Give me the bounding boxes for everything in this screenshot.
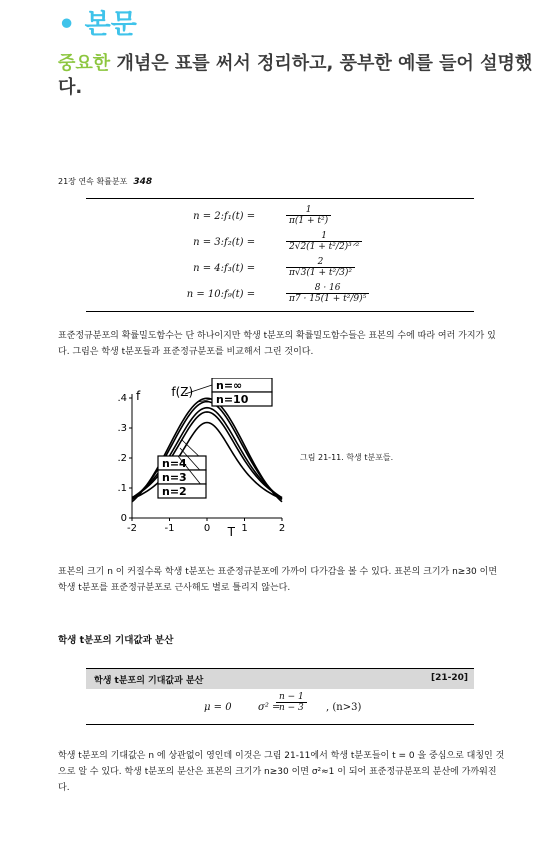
y-tick-label: 0 bbox=[120, 513, 127, 524]
series-label: n=3 bbox=[162, 471, 187, 484]
variance-numerator: n − 1 bbox=[276, 692, 307, 703]
formula-numerator: 2 bbox=[286, 257, 355, 268]
y-tick-label: .3 bbox=[117, 423, 127, 434]
formula-numerator: 8 · 16 bbox=[286, 283, 369, 294]
section-title: • 본문 bbox=[58, 9, 137, 40]
variance-denominator: n − 3 bbox=[279, 703, 304, 713]
series-label: n=10 bbox=[216, 393, 249, 406]
series-label: n=2 bbox=[162, 485, 187, 498]
x-tick-label: 0 bbox=[203, 523, 211, 534]
normal-curve-label: f(Z) bbox=[171, 385, 194, 399]
chart-curves bbox=[132, 398, 282, 501]
formula-row bbox=[86, 257, 474, 279]
formula-numerator: 1 bbox=[286, 231, 362, 242]
formula-lhs: n = 10: bbox=[186, 289, 224, 300]
series-label: n=∞ bbox=[216, 379, 243, 392]
paragraph-convergence: 표본의 크기 n 이 커질수록 학생 t분포는 표준정규분포에 가까이 다가감을 볼 수 있다. 표본의 크기가 n≥30 이면 학생 t분포를 표준정규분포로 근사해도 별로 틀리지 않는다. bbox=[58, 567, 498, 593]
variance-fraction bbox=[276, 692, 307, 714]
page-number: 348 bbox=[133, 177, 153, 187]
x-tick-label: 1 bbox=[241, 523, 248, 534]
variance-condition: , (n>3) bbox=[326, 702, 362, 713]
chapter-label: 21장 연속 확률분포 bbox=[58, 177, 128, 186]
formula-fraction bbox=[286, 257, 355, 279]
mean-formula: μ = 0 bbox=[204, 702, 232, 713]
formula-fraction bbox=[286, 205, 331, 227]
series-line-3 bbox=[132, 408, 282, 498]
formula-fn: f₉(t) = bbox=[224, 289, 256, 300]
formula-fn: f₁(t) = bbox=[224, 211, 256, 222]
formula-row bbox=[86, 205, 474, 227]
x-tick-label: -1 bbox=[164, 523, 175, 534]
result-box-title: 학생 t분포의 기대값과 분산 bbox=[94, 676, 204, 686]
formula-denominator: π7 · 15(1 + t²/9)⁵ bbox=[289, 294, 367, 304]
series-line-5 bbox=[132, 423, 282, 499]
formula-lhs: n = 2: bbox=[193, 211, 224, 222]
y-axis-label: f bbox=[136, 389, 141, 403]
page-header bbox=[58, 176, 152, 187]
subtitle-text: 개념은 표를 써서 정리하고, 풍부한 예를 들어 설명했다. bbox=[58, 53, 533, 98]
paragraph-moments: 학생 t분포의 기대값은 n 에 상관없이 영인데 이것은 그림 21-11에서 학생 t분포들이 t = 0 을 중심으로 대칭인 것으로 알 수 있다. 학생 t분포의 분산은 표본의 크기가 n≥30 이면 σ²≈1 이 되어 표준정규분포의 분산에 가까워진다. bbox=[58, 751, 505, 793]
formula-fn: f₃(t) = bbox=[224, 263, 256, 274]
result-box-body bbox=[86, 688, 474, 725]
formula-box bbox=[86, 198, 474, 312]
formula-row bbox=[86, 231, 474, 253]
paragraph-intro: 표준정규분포의 확률밀도함수는 단 하나이지만 학생 t분포의 확률밀도함수들은 표본의 수에 따라 여러 가지가 있다. 그림은 학생 t분포들과 표준정규분포를 비교해서 그린 것이다. bbox=[58, 331, 496, 357]
formula-denominator: π(1 + t²) bbox=[289, 216, 329, 226]
subtitle-highlight: 중요한 bbox=[58, 53, 111, 74]
formula-fraction bbox=[286, 231, 362, 253]
formula-lhs: n = 4: bbox=[193, 263, 224, 274]
formula-denominator: π√3(1 + t²/3)² bbox=[289, 268, 352, 278]
formula-numerator: 1 bbox=[286, 205, 331, 216]
section-subtitle bbox=[58, 52, 548, 100]
formula-denominator: 2√2(1 + t²/2)³ᐟ² bbox=[289, 242, 360, 252]
y-tick-label: .2 bbox=[117, 453, 127, 464]
y-tick-label: .4 bbox=[117, 393, 127, 404]
formula-fraction bbox=[286, 283, 369, 305]
formula-row bbox=[86, 283, 474, 305]
variance-lhs: σ² = bbox=[258, 702, 281, 713]
chart-labels bbox=[117, 378, 285, 538]
formula-lhs: n = 3: bbox=[193, 237, 224, 248]
result-box-header bbox=[86, 668, 474, 689]
x-axis-label: T bbox=[227, 525, 235, 538]
series-label: n=4 bbox=[162, 457, 187, 470]
figure-caption: 그림 21-11. 학생 t분포들. bbox=[300, 453, 394, 462]
t-distribution-chart bbox=[100, 378, 300, 538]
section-heading: 학생 t분포의 기대값과 분산 bbox=[58, 635, 174, 646]
x-tick-label: -2 bbox=[127, 523, 137, 534]
y-tick-label: .1 bbox=[117, 483, 127, 494]
formula-fn: f₂(t) = bbox=[224, 237, 256, 248]
x-tick-label: 2 bbox=[278, 523, 286, 534]
result-box-ref: [21-20] bbox=[430, 673, 468, 683]
